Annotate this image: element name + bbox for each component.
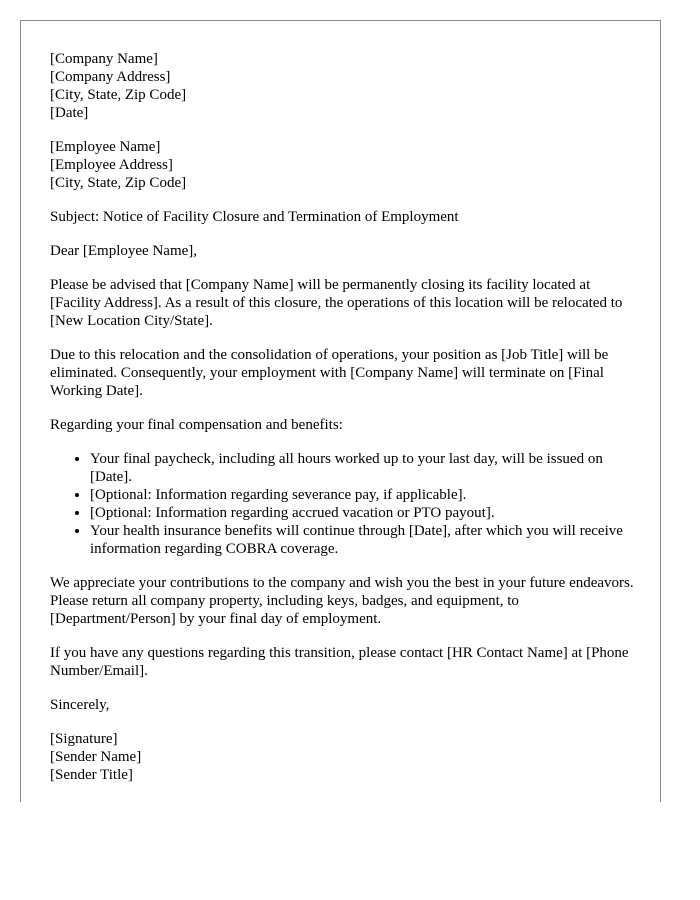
- employee-city-state-zip: [City, State, Zip Code]: [50, 175, 187, 191]
- list-item-severance: • [Optional: Information regarding severance pay, if applicable].: [90, 486, 640, 504]
- employee-address: [Employee Address]: [50, 157, 173, 173]
- company-city-state-zip: [City, State, Zip Code]: [50, 87, 187, 103]
- signature-block: [50, 730, 640, 784]
- letter-date: [Date]: [50, 105, 89, 121]
- termination-paragraph: Due to this relocation and the consolidation of operations, your position as [Job Title] will be eliminated. Consequently, your employment with [Company Name] will terminate on [Final Working Date].: [50, 347, 609, 399]
- compensation-list: [50, 450, 640, 558]
- subject-line: Subject: Notice of Facility Closure and Termination of Employment: [50, 209, 459, 225]
- list-item-health-insurance: • Your health insurance benefits will continue through [Date], after which you will receive information regarding COBRA coverage.: [90, 522, 640, 558]
- list-item-pto-payout: • [Optional: Information regarding accrued vacation or PTO payout].: [90, 504, 640, 522]
- company-address: [Company Address]: [50, 69, 171, 85]
- salutation: Dear [Employee Name],: [50, 243, 198, 259]
- sender-name: [Sender Name]: [50, 749, 142, 765]
- sender-block: [50, 50, 640, 122]
- company-name: [Company Name]: [50, 51, 158, 67]
- letter-body: [50, 50, 640, 800]
- recipient-block: [50, 138, 640, 192]
- closure-paragraph: Please be advised that [Company Name] will be permanently closing its facility located at [Facility Address]. As a result of this closure, the operations of this location will be relocated to [New Location City/State].: [50, 277, 623, 329]
- closing-sincerely: Sincerely,: [50, 697, 110, 713]
- employee-name: [Employee Name]: [50, 139, 161, 155]
- letter-page: [20, 20, 661, 802]
- sender-title: [Sender Title]: [50, 767, 133, 783]
- contact-paragraph: If you have any questions regarding this transition, please contact [HR Contact Name] at [Phone Number/Email].: [50, 645, 629, 679]
- compensation-intro: Regarding your final compensation and benefits:: [50, 417, 343, 433]
- appreciation-paragraph: We appreciate your contributions to the company and wish you the best in your future endeavors. Please return all company property, including keys, badges, and equipment, to [Department/Person] by your final day of employment.: [50, 575, 634, 627]
- list-item-final-paycheck: • Your final paycheck, including all hours worked up to your last day, will be issued on [Date].: [90, 450, 640, 486]
- signature: [Signature]: [50, 731, 118, 747]
